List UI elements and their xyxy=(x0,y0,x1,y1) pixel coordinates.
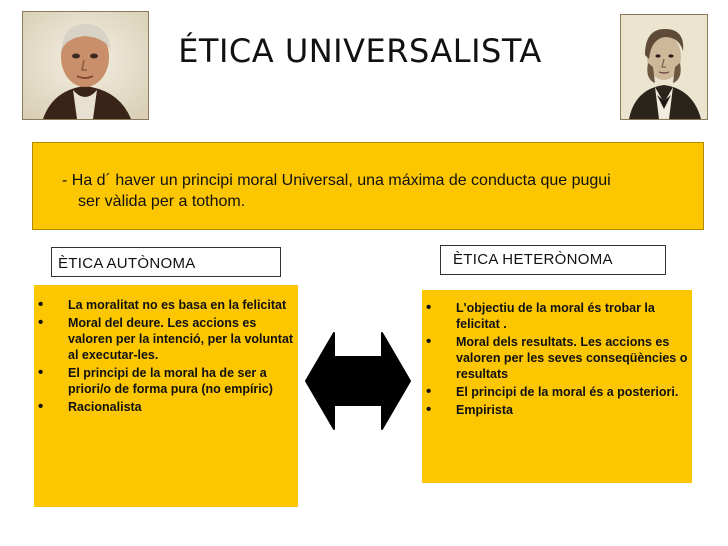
portrait-left xyxy=(22,11,149,120)
page-title: ÉTICA UNIVERSALISTA xyxy=(178,32,542,70)
portrait-left-image xyxy=(23,12,148,119)
list-autonoma xyxy=(34,295,296,417)
portrait-right-image xyxy=(621,15,707,119)
list-item: • Empirista xyxy=(422,402,690,418)
list-item: • L'objectiu de la moral és trobar la felicitat . xyxy=(422,300,690,332)
double-arrow-icon xyxy=(304,327,412,435)
principle-text xyxy=(62,170,696,212)
list-heteronoma xyxy=(422,300,690,420)
list-item: • Moral dels resultats. Les accions es valoren per les seves conseqüències o resultats xyxy=(422,334,690,382)
list-item: • El principi de la moral és a posteriori. xyxy=(422,384,690,400)
list-item: • Racionalista xyxy=(34,399,296,415)
list-item: • Moral del deure. Les accions es valoren per la intenció, per la voluntat al executar-les. xyxy=(34,315,296,363)
label-etica-autonoma: ÈTICA AUTÒNOMA xyxy=(51,247,281,277)
list-item: • La moralitat no es basa en la felicitat xyxy=(34,295,296,315)
principle-line-2: ser vàlida per a tothom. xyxy=(78,193,246,210)
list-item: • El principi de la moral ha de ser a priori/o de forma pura (no empíric) xyxy=(34,365,296,397)
card-heteronoma xyxy=(422,290,692,483)
label-etica-heteronoma: ÈTICA HETERÒNOMA xyxy=(440,245,666,275)
portrait-right xyxy=(620,14,708,120)
card-autonoma xyxy=(34,285,298,507)
principle-line-1: - Ha d´ haver un principi moral Universal, una máxima de conducta que pugui xyxy=(62,172,611,189)
